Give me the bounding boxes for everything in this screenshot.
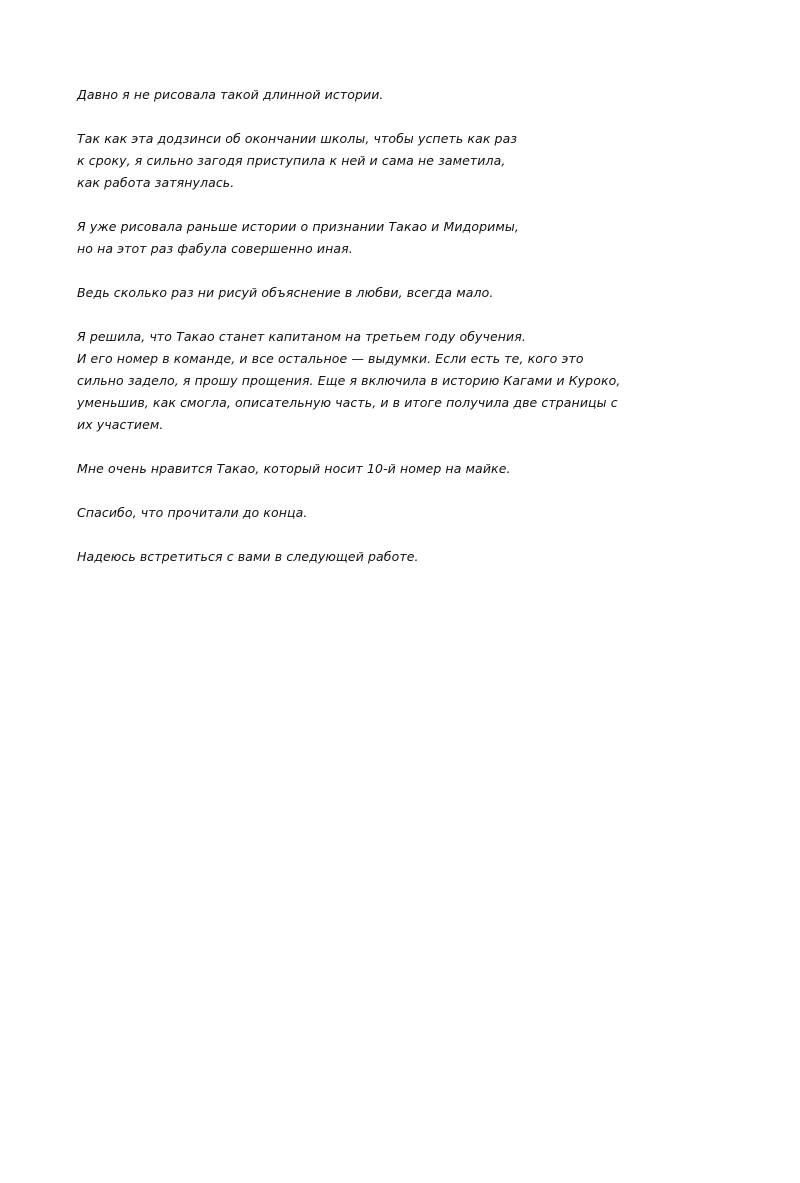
text-line: сильно задело, я прошу прощения. Еще я включила в историю Кагами и Куроко,	[77, 373, 621, 388]
paragraph-confession	[77, 216, 637, 260]
text-line: Надеюсь встретиться с вами в следующей работе.	[77, 549, 419, 564]
text-line: Я уже рисовала раньше истории о признании Такао и Мидоримы,	[77, 219, 519, 234]
paragraph-deadline	[77, 128, 637, 194]
paragraph-opening	[77, 84, 637, 106]
text-line: к сроку, я сильно загодя приступила к ней и сама не заметила,	[77, 153, 506, 168]
text-line: Спасибо, что прочитали до конца.	[77, 505, 308, 520]
text-line: Давно я не рисовала такой длинной истории.	[77, 87, 384, 102]
paragraph-number	[77, 458, 637, 480]
afterword-text	[77, 84, 637, 590]
paragraph-captain	[77, 326, 637, 436]
text-line: Я решила, что Такао станет капитаном на третьем году обучения.	[77, 329, 526, 344]
paragraph-love	[77, 282, 637, 304]
text-line: Ведь сколько раз ни рисуй объяснение в любви, всегда мало.	[77, 285, 494, 300]
text-line: как работа затянулась.	[77, 175, 235, 190]
text-line: их участием.	[77, 417, 164, 432]
text-line: Так как эта додзинси об окончании школы, чтобы успеть как раз	[77, 131, 518, 146]
paragraph-thanks	[77, 502, 637, 524]
text-line: уменьшив, как смогла, описательную часть, и в итоге получила две страницы с	[77, 395, 618, 410]
text-line: но на этот раз фабула совершенно иная.	[77, 241, 353, 256]
text-line: Мне очень нравится Такао, который носит 10-й номер на майке.	[77, 461, 511, 476]
paragraph-closing	[77, 546, 637, 568]
text-line: И его номер в команде, и все остальное — выдумки. Если есть те, кого это	[77, 351, 584, 366]
